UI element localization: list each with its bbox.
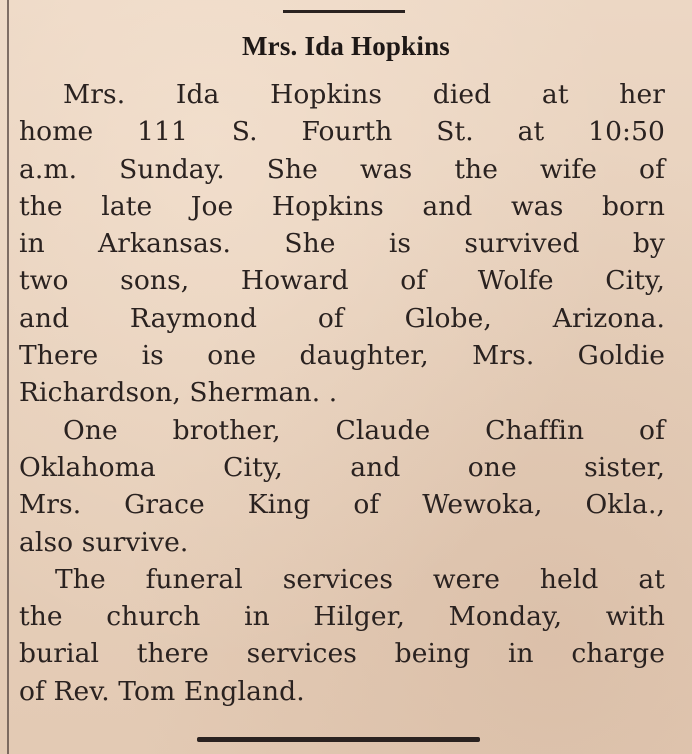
text-line: burial there services being in charge — [19, 638, 665, 670]
text-line: There is one daughter, Mrs. Goldie — [19, 340, 665, 372]
column-rule — [7, 0, 9, 754]
text-line: a.m. Sunday. She was the wife of — [19, 153, 665, 185]
obituary-body — [19, 76, 665, 710]
text-line: also survive. — [19, 526, 189, 558]
text-line: One brother, Claude Chaffin of — [63, 414, 665, 446]
text-line: in Arkansas. She is survived by — [19, 228, 665, 260]
text-line: two sons, Howard of Wolfe City, — [19, 265, 665, 297]
text-line: the late Joe Hopkins and was born — [19, 190, 665, 222]
bottom-divider — [197, 737, 480, 742]
text-line: and Raymond of Globe, Arizona. — [19, 302, 665, 334]
text-line: Oklahoma City, and one sister, — [19, 451, 665, 483]
top-divider — [283, 10, 405, 13]
text-line: home 111 S. Fourth St. at 10:50 — [19, 116, 665, 148]
text-line: the church in Hilger, Monday, with — [19, 601, 665, 633]
text-line: of Rev. Tom England. — [19, 675, 305, 707]
obituary-headline: Mrs. Ida Hopkins — [241, 31, 450, 61]
text-line: Richardson, Sherman. . — [19, 377, 338, 409]
text-line: Mrs. Ida Hopkins died at her — [63, 79, 665, 110]
text-line: The funeral services were held at — [55, 563, 665, 595]
text-line: Mrs. Grace King of Wewoka, Okla., — [19, 489, 665, 521]
